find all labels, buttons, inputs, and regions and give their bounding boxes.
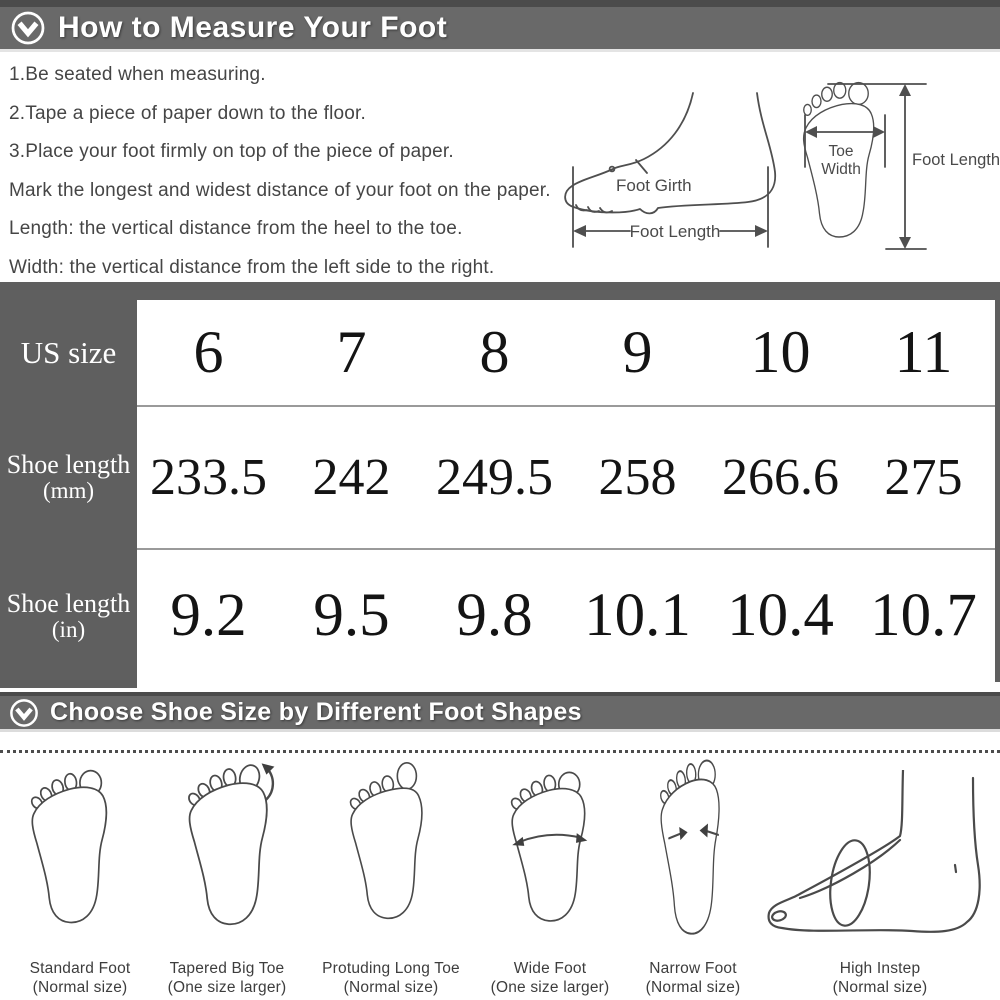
row-header-unit: (mm) bbox=[42, 478, 95, 504]
foot-girth-label: Foot Girth bbox=[616, 176, 692, 195]
us-size-value: 8 bbox=[479, 319, 510, 385]
protruding-long-toe-sketch bbox=[346, 749, 434, 946]
shape-name: Narrow Foot bbox=[649, 960, 737, 977]
shoe-length-in-row bbox=[137, 550, 995, 682]
toe-alignment-dotted-line bbox=[0, 750, 1000, 753]
shoe-length-mm-value: 233.5 bbox=[150, 449, 267, 506]
us-size-value: 11 bbox=[894, 319, 953, 385]
wide-foot-sketch bbox=[507, 754, 597, 946]
foot-measurement-diagram bbox=[550, 55, 1000, 283]
shape-name: Tapered Big Toe bbox=[169, 960, 285, 977]
us-size-row bbox=[137, 300, 995, 405]
shape-name: High Instep bbox=[839, 960, 921, 977]
toe-width-label-line1: Toe bbox=[828, 143, 854, 160]
shape-note: (Normal size) bbox=[343, 979, 439, 996]
section-title-measure: How to Measure Your Foot bbox=[58, 11, 448, 44]
shoe-length-in-value: 10.4 bbox=[727, 582, 834, 649]
row-header-text: Shoe length bbox=[6, 588, 131, 618]
shoe-length-mm-value: 266.6 bbox=[722, 449, 839, 506]
shoe-length-in-value: 9.8 bbox=[456, 582, 533, 649]
section-title-shapes: Choose Shoe Size by Different Foot Shapes bbox=[50, 698, 582, 726]
row-header-shoe-length-in bbox=[0, 550, 137, 682]
shape-note: (Normal size) bbox=[32, 979, 128, 996]
shoe-length-mm-value: 258 bbox=[598, 449, 677, 506]
shoe-length-mm-row bbox=[137, 407, 995, 548]
instruction-step: Width: the vertical distance from the left side to the right. bbox=[9, 256, 495, 278]
instruction-step: 1.Be seated when measuring. bbox=[9, 64, 266, 85]
shape-name: Wide Foot bbox=[513, 960, 587, 977]
us-size-value: 9 bbox=[622, 319, 653, 385]
shape-note: (Normal size) bbox=[645, 979, 741, 996]
us-size-value: 10 bbox=[750, 319, 811, 385]
row-header-text: Shoe length bbox=[6, 450, 131, 480]
high-instep-sketch bbox=[762, 770, 984, 950]
shoe-length-mm-value: 275 bbox=[884, 449, 963, 506]
circle-chevron-down-icon bbox=[9, 9, 47, 47]
shoe-length-in-value: 10.7 bbox=[870, 582, 977, 649]
table-right-frame bbox=[995, 282, 1000, 682]
measure-instructions bbox=[9, 64, 551, 296]
us-size-value: 7 bbox=[336, 319, 367, 385]
instruction-step: Length: the vertical distance from the heel to the toe. bbox=[9, 218, 463, 240]
row-header-unit: (in) bbox=[51, 616, 86, 642]
size-chart-table bbox=[0, 282, 1000, 692]
instruction-step: 2.Tape a piece of paper down to the floor. bbox=[9, 102, 366, 124]
tapered-big-toe-sketch bbox=[184, 748, 280, 946]
row-header-text: US size bbox=[20, 334, 117, 370]
shape-label-narrow-foot bbox=[593, 959, 793, 997]
instruction-step: 3.Place your foot firmly on top of the piece of paper. bbox=[9, 141, 454, 163]
us-size-value: 6 bbox=[193, 319, 224, 385]
section-header-foot-shapes bbox=[0, 692, 1000, 732]
shape-name: Standard Foot bbox=[29, 960, 131, 977]
side-foot-sketch bbox=[565, 93, 775, 213]
instruction-step: Mark the longest and widest distance of your foot on the paper. bbox=[9, 179, 551, 201]
shape-note: (Normal size) bbox=[832, 979, 928, 996]
standard-foot-sketch bbox=[27, 754, 119, 946]
shape-name: Protuding Long Toe bbox=[322, 960, 460, 977]
side-foot-length-label: Foot Length bbox=[629, 222, 721, 241]
row-header-shoe-length-mm bbox=[0, 407, 137, 548]
narrow-foot-sketch bbox=[657, 757, 729, 945]
shape-label-high-instep bbox=[780, 959, 980, 997]
top-foot-length-label: Foot Length bbox=[912, 151, 1000, 169]
shoe-length-mm-value: 249.5 bbox=[436, 449, 553, 506]
toe-width-label-line2: Width bbox=[821, 161, 861, 178]
shoe-length-in-value: 9.2 bbox=[170, 582, 247, 649]
row-header-us-size bbox=[0, 300, 137, 405]
shoe-length-in-value: 10.1 bbox=[584, 582, 691, 649]
circle-chevron-down-icon bbox=[8, 697, 40, 729]
shape-note: (One size larger) bbox=[490, 979, 610, 996]
table-top-frame bbox=[0, 282, 1000, 300]
section-header-how-to-measure bbox=[0, 0, 1000, 52]
shoe-length-mm-value: 242 bbox=[312, 449, 391, 506]
shoe-length-in-value: 9.5 bbox=[313, 582, 390, 649]
shape-note: (One size larger) bbox=[167, 979, 287, 996]
